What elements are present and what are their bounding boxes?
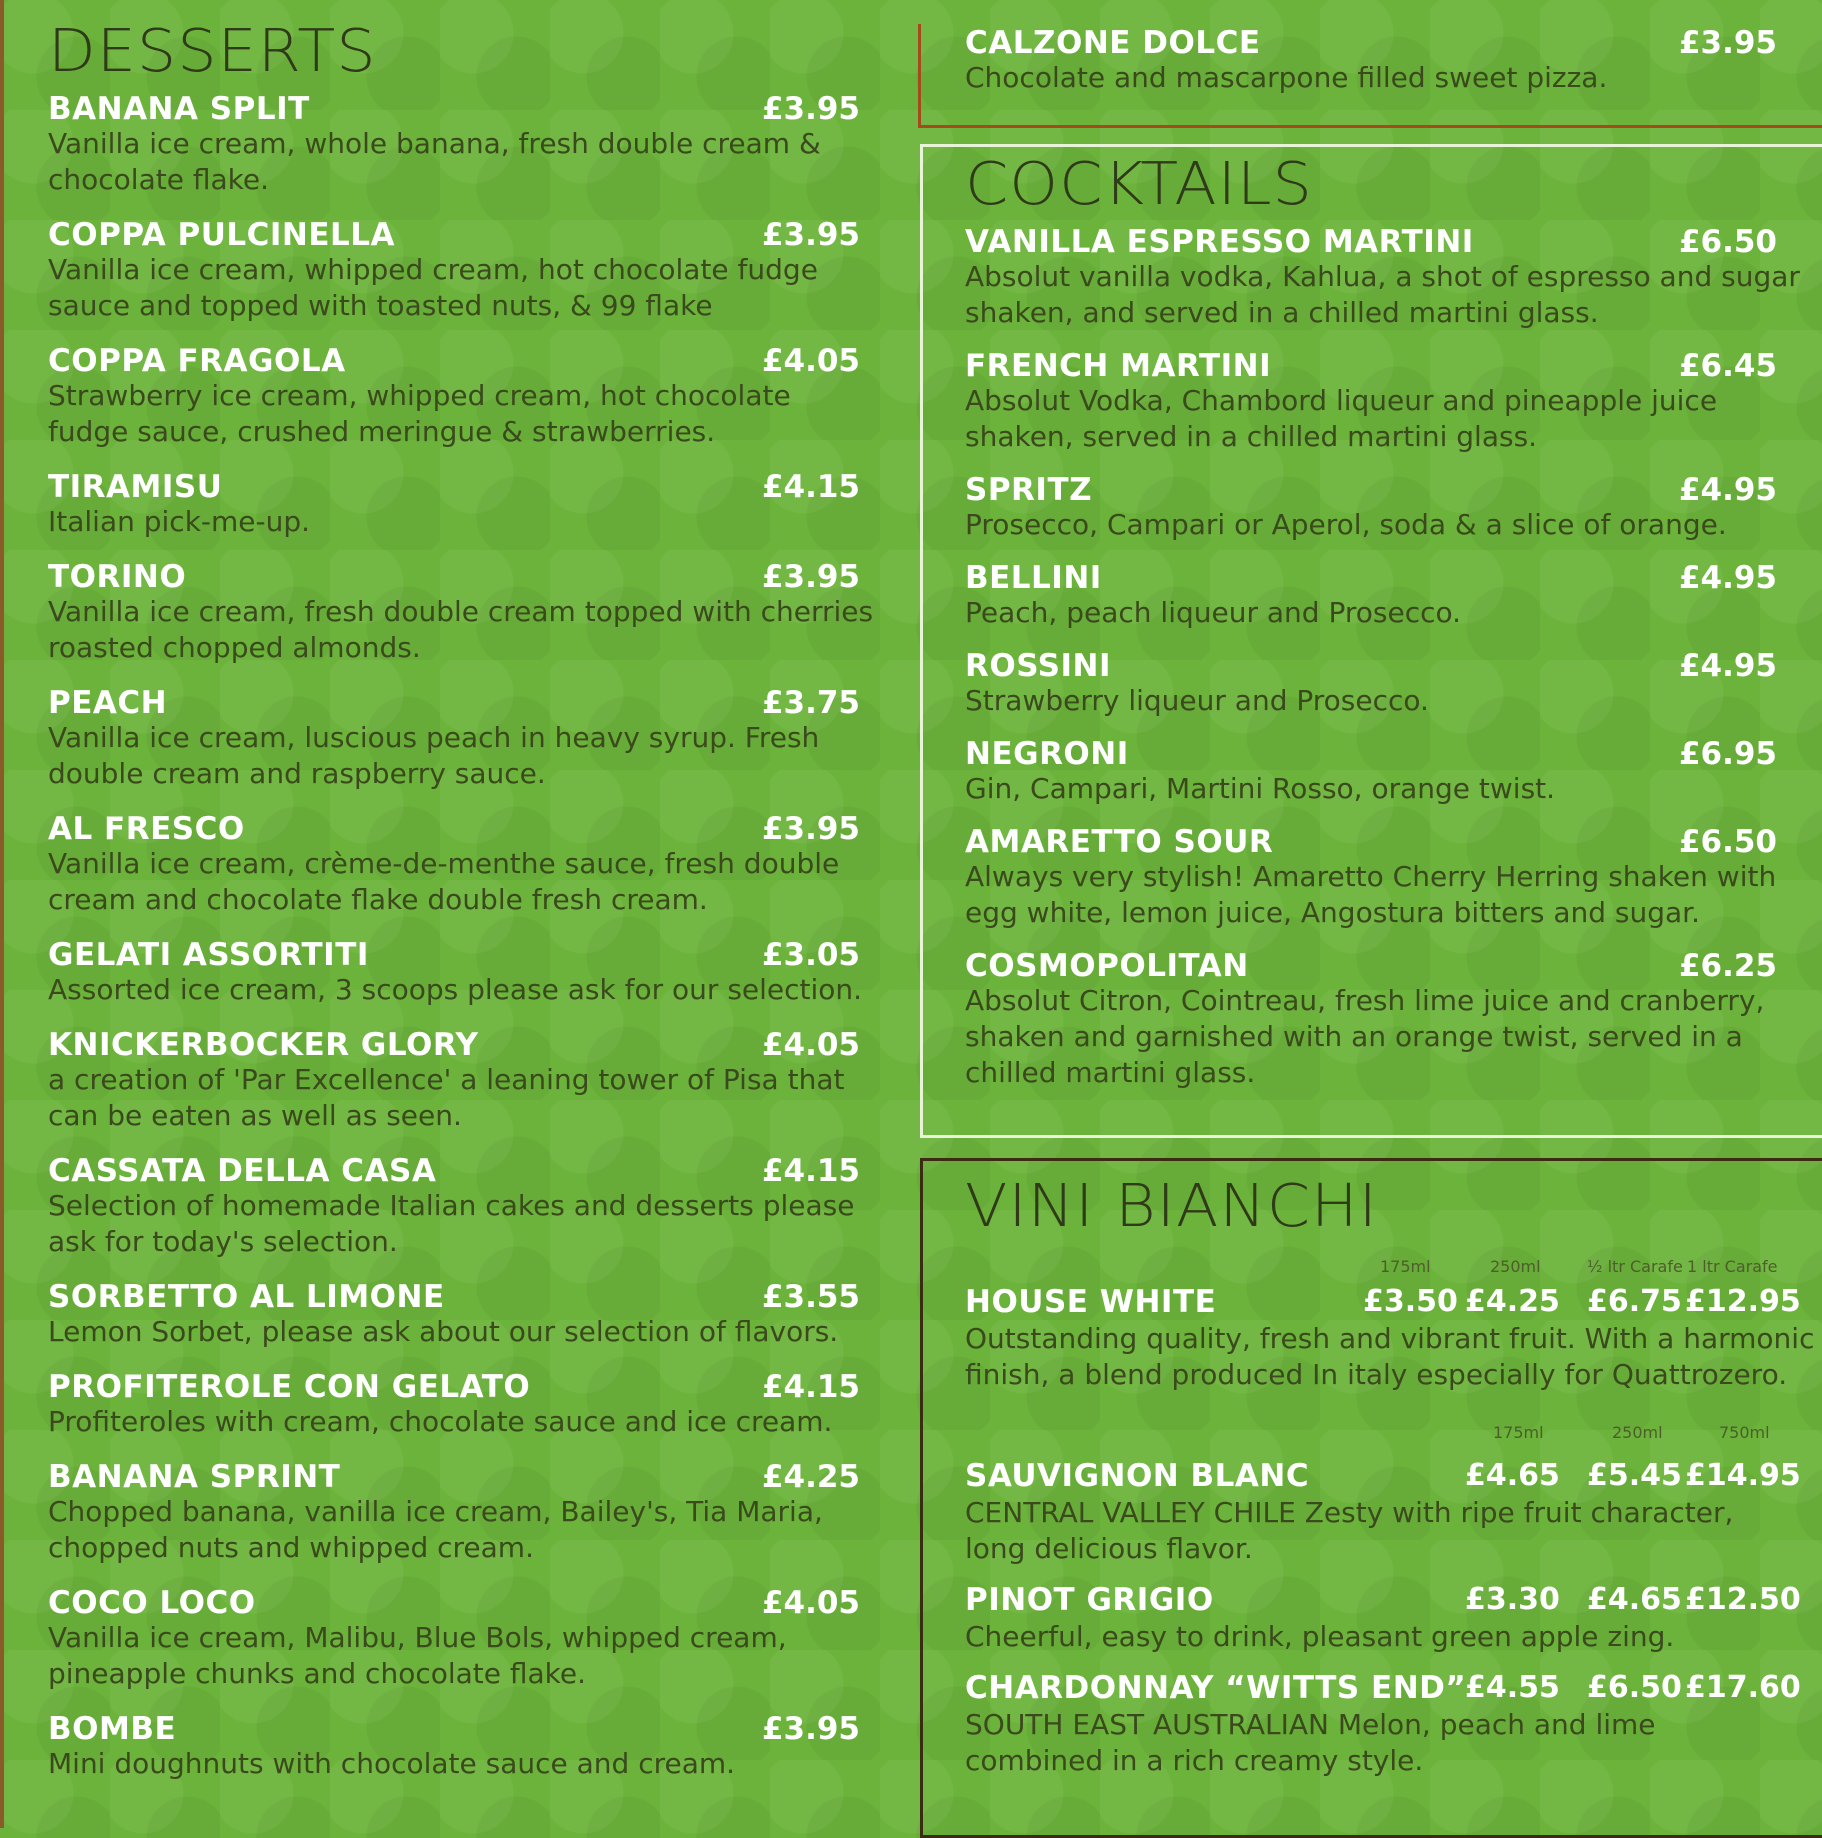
menu-item [965,349,1822,455]
item-name: FRENCH MARTINI [965,348,1272,384]
item-price: £3.95 [761,91,860,127]
wine-item [965,1671,1822,1779]
item-name: BELLINI [965,560,1102,596]
item-name: BANANA SPLIT [48,91,310,127]
item-description: Outstanding quality, fresh and vibrant fruit. With a harmonic finish, a blend produced In italy especially for Quattrozero. [965,1322,1815,1391]
item-name: NEGRONI [965,736,1129,772]
item-price: £3.95 [761,559,860,595]
item-description: Profiteroles with cream, chocolate sauce and ice cream. [48,1405,833,1438]
menu-item [965,737,1822,807]
item-name: CALZONE DOLCE [965,25,1261,61]
size-label: 175ml [1380,1257,1431,1276]
size-label: 175ml [1493,1423,1544,1442]
item-price: £3.75 [761,685,860,721]
item-price: £4.05 [761,1585,860,1621]
item-name: PROFITEROLE CON GELATO [48,1369,531,1405]
wine-price: £5.45 [1587,1458,1682,1493]
item-price: £3.95 [761,811,860,847]
menu-item [48,1280,878,1350]
item-description: Vanilla ice cream, Malibu, Blue Bols, whipped cream, pineapple chunks and chocolate flake. [48,1621,787,1690]
wine-item [965,1459,1822,1567]
menu-item [965,825,1822,931]
item-description: Prosecco, Campari or Aperol, soda & a slice of orange. [965,508,1727,541]
menu-item [48,1370,878,1440]
menu-item [48,1028,878,1134]
item-name: BANANA SPRINT [48,1459,341,1495]
item-name: CHARDONNAY “WITTS END” [965,1670,1467,1706]
item-name: SAUVIGNON BLANC [965,1458,1310,1494]
item-name: VANILLA ESPRESSO MARTINI [965,224,1474,260]
menu-item [48,470,878,540]
item-description: Vanilla ice cream, fresh double cream topped with cherries roasted chopped almonds. [48,595,874,664]
menu-item [48,938,878,1008]
item-name: PEACH [48,685,168,721]
item-description: Strawberry ice cream, whipped cream, hot chocolate fudge sauce, crushed meringue & strawberries. [48,379,791,448]
size-label: 250ml [1612,1423,1663,1442]
menu-item [48,686,878,792]
menu-item [965,473,1822,543]
item-description: Vanilla ice cream, whole banana, fresh double cream & chocolate flake. [48,127,821,196]
left-border [0,0,4,1828]
menu-item [965,26,1777,96]
size-label: ½ ltr Carafe [1587,1257,1683,1276]
item-description: Selection of homemade Italian cakes and desserts please ask for today's selection. [48,1189,855,1258]
item-price: £4.05 [761,343,860,379]
item-name: KNICKERBOCKER GLORY [48,1027,479,1063]
price-175ml: £3.50 [1363,1284,1458,1319]
item-description: Cheerful, easy to drink, pleasant green apple zing. [965,1620,1675,1653]
menu-item [48,560,878,666]
item-price: £4.15 [761,1369,860,1405]
menu-item [48,812,878,918]
wine-price: £17.60 [1685,1670,1801,1705]
house-white-row [965,1285,1822,1321]
item-price: £3.95 [761,1711,860,1747]
item-description: Absolut vanilla vodka, Kahlua, a shot of espresso and sugar shaken, and served in a chilled martini glass. [965,260,1800,329]
menu-item [48,1586,878,1692]
item-description: Chocolate and mascarpone filled sweet pizza. [965,61,1608,94]
item-description: Strawberry liqueur and Prosecco. [965,684,1429,717]
cocktails-section [920,144,1822,1138]
item-description: Assorted ice cream, 3 scoops please ask for our selection. [48,973,863,1006]
wine-item [965,1583,1822,1655]
item-description: Gin, Campari, Martini Rosso, orange twist. [965,772,1556,805]
item-name: PINOT GRIGIO [965,1582,1214,1618]
wine-price: £12.50 [1685,1582,1801,1617]
item-price: £4.95 [1678,560,1777,596]
wine-price: £4.55 [1465,1670,1560,1705]
item-name: TIRAMISU [48,469,223,505]
size-label: 1 ltr Carafe [1687,1257,1778,1276]
item-description: Peach, peach liqueur and Prosecco. [965,596,1462,629]
house-size-header [965,1253,1822,1283]
wine-price: £6.50 [1587,1670,1682,1705]
menu-item [965,649,1822,719]
menu-item [965,949,1822,1091]
wine-price: £14.95 [1685,1458,1801,1493]
menu-item [965,561,1822,631]
item-price: £6.50 [1678,224,1777,260]
item-name: AMARETTO SOUR [965,824,1274,860]
item-price: £6.50 [1678,824,1777,860]
item-description: Always very stylish! Amaretto Cherry Herring shaken with egg white, lemon juice, Angostura bitters and sugar. [965,860,1777,929]
item-name: GELATI ASSORTITI [48,937,369,973]
item-name: COPPA FRAGOLA [48,343,346,379]
vini-bianchi-section [920,1158,1822,1838]
menu-item [48,92,878,198]
item-description: Vanilla ice cream, crème-de-menthe sauce, fresh double cream and chocolate flake double fresh cream. [48,847,840,916]
calzone-box [918,24,1822,128]
item-description: a creation of 'Par Excellence' a leaning tower of Pisa that can be eaten as well as seen. [48,1063,845,1132]
menu-item [48,1460,878,1566]
item-name: ROSSINI [965,648,1111,684]
item-name: SPRITZ [965,472,1093,508]
item-name: SORBETTO AL LIMONE [48,1279,445,1315]
menu-item [48,344,878,450]
price-250ml: £4.25 [1465,1284,1560,1319]
vini-bianchi-title: VINI BIANCHI [965,1170,1378,1241]
item-price: £6.25 [1678,948,1777,984]
item-price: £3.95 [761,217,860,253]
item-name: COPPA PULCINELLA [48,217,396,253]
desserts-section [48,15,878,1802]
price-half-carafe: £6.75 [1587,1284,1682,1319]
wine-price: £4.65 [1465,1458,1560,1493]
item-description: CENTRAL VALLEY CHILE Zesty with ripe fruit character, long delicious flavor. [965,1496,1734,1565]
item-description: Italian pick-me-up. [48,505,311,538]
cocktails-list [965,225,1822,1091]
item-description: Vanilla ice cream, luscious peach in heavy syrup. Fresh double cream and raspberry sauce. [48,721,820,790]
item-price: £4.95 [1678,648,1777,684]
item-price: £6.45 [1678,348,1777,384]
price-litre-carafe: £12.95 [1685,1284,1801,1319]
desserts-list [48,92,878,1782]
item-price: £4.15 [761,1153,860,1189]
item-name: HOUSE WHITE [965,1284,1217,1320]
item-name: CASSATA DELLA CASA [48,1153,437,1189]
wine-price: £3.30 [1465,1582,1560,1617]
menu-item [48,1154,878,1260]
item-name: BOMBE [48,1711,177,1747]
menu-item [48,1712,878,1782]
item-description: Chopped banana, vanilla ice cream, Bailey's, Tia Maria, chopped nuts and whipped cream. [48,1495,823,1564]
item-description: Vanilla ice cream, whipped cream, hot chocolate fudge sauce and topped with toasted nuts, & 99 flake [48,253,818,322]
item-name: TORINO [48,559,187,595]
item-name: AL FRESCO [48,811,245,847]
item-description: Mini doughnuts with chocolate sauce and cream. [48,1747,736,1780]
item-price: £4.15 [761,469,860,505]
item-price: £4.05 [761,1027,860,1063]
item-name: COSMOPOLITAN [965,948,1249,984]
item-description: Lemon Sorbet, please ask about our selection of flavors. [48,1315,839,1348]
item-price: £3.95 [1678,25,1777,61]
wine-price: £4.65 [1587,1582,1682,1617]
item-name: COCO LOCO [48,1585,256,1621]
bottle-size-header [965,1419,1822,1449]
size-label: 250ml [1490,1257,1541,1276]
menu-item [965,225,1822,331]
item-price: £3.55 [761,1279,860,1315]
item-price: £6.95 [1678,736,1777,772]
item-description: Absolut Vodka, Chambord liqueur and pineapple juice shaken, served in a chilled martini glass. [965,384,1718,453]
item-price: £4.25 [761,1459,860,1495]
desserts-title: DESSERTS [48,15,377,86]
item-price: £4.95 [1678,472,1777,508]
wine-list [965,1459,1822,1779]
item-description: SOUTH EAST AUSTRALIAN Melon, peach and lime combined in a rich creamy style. [965,1708,1656,1777]
menu-item [48,218,878,324]
item-price: £3.05 [761,937,860,973]
size-label: 750ml [1719,1423,1770,1442]
cocktails-title: COCKTAILS [965,148,1313,219]
item-description: Absolut Citron, Cointreau, fresh lime juice and cranberry, shaken and garnished with an orange twist, served in a chilled martini glass. [965,984,1765,1089]
